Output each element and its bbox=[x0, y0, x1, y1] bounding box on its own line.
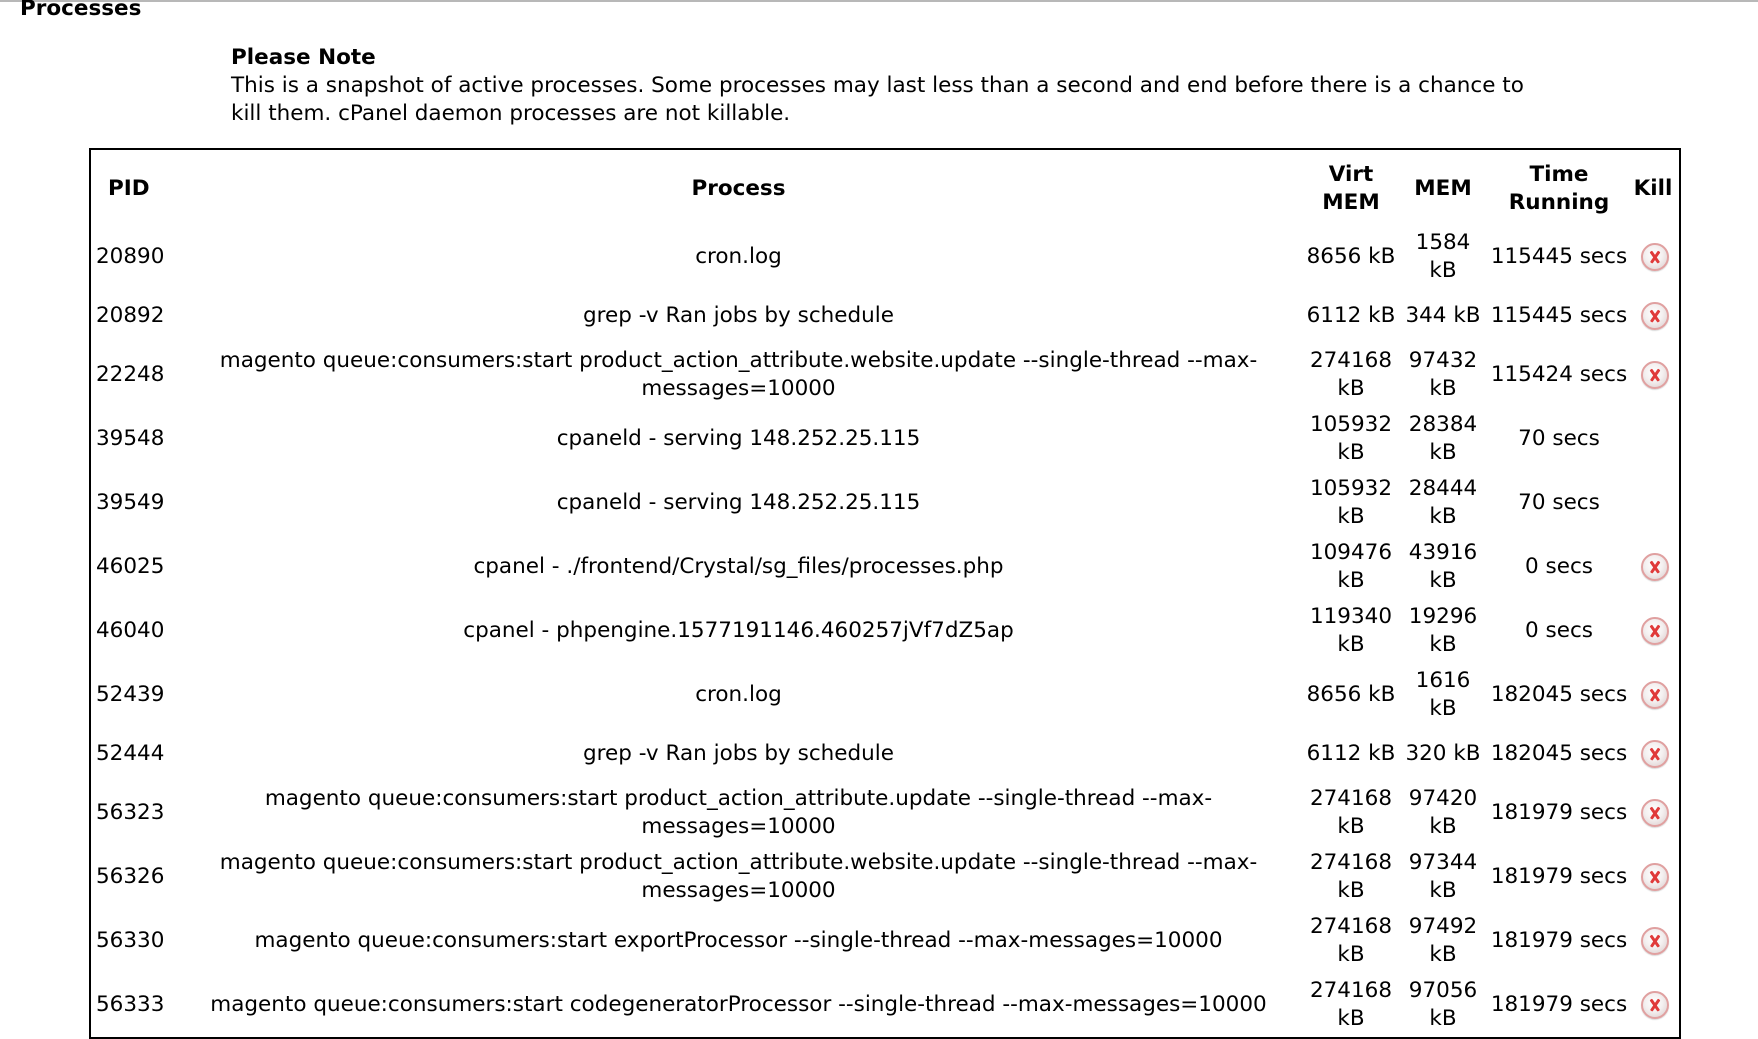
cell-kill bbox=[1631, 225, 1679, 289]
table-row bbox=[91, 909, 1679, 973]
kill-process-button[interactable] bbox=[1641, 302, 1669, 330]
table-row bbox=[91, 471, 1679, 535]
cell-pid: 39548 bbox=[96, 426, 165, 451]
cell-process: magento queue:consumers:start codegeneratorProcessor --single-thread --max-messages=10000 bbox=[210, 992, 1267, 1017]
kill-process-button[interactable] bbox=[1641, 361, 1669, 389]
cell-pid: 39549 bbox=[96, 490, 165, 515]
cell-kill bbox=[1631, 289, 1679, 343]
cell-pid: 52439 bbox=[96, 682, 165, 707]
cell-mem: 97056 kB bbox=[1408, 978, 1478, 1031]
cell-process: magento queue:consumers:start product_action_attribute.website.update --single-thread --max-messages=10000 bbox=[219, 850, 1258, 903]
cell-process: cron.log bbox=[695, 682, 782, 707]
cell-mem: 320 kB bbox=[1405, 741, 1481, 766]
table-row bbox=[91, 781, 1679, 845]
cell-pid: 20892 bbox=[96, 303, 165, 328]
cell-mem: 43916 kB bbox=[1408, 540, 1478, 593]
cell-time-running: 181979 secs bbox=[1490, 928, 1628, 953]
cell-kill bbox=[1631, 781, 1679, 845]
cell-kill bbox=[1631, 407, 1679, 471]
table-row bbox=[91, 845, 1679, 909]
cell-mem: 97492 kB bbox=[1408, 914, 1478, 967]
header-kill: Kill bbox=[1633, 175, 1673, 201]
header-mem: MEM bbox=[1414, 175, 1472, 201]
note-text: This is a snapshot of active processes. Some processes may last less than a second and end before there is a chance to kill them. cPanel daemon processes are not killable. bbox=[231, 73, 1524, 126]
please-note bbox=[231, 44, 1561, 128]
cell-mem: 97432 kB bbox=[1408, 348, 1478, 401]
cell-pid: 56323 bbox=[96, 800, 165, 825]
cell-mem: 1616 kB bbox=[1415, 668, 1471, 721]
cell-virt-mem: 8656 kB bbox=[1306, 244, 1396, 269]
processes-table bbox=[89, 148, 1681, 1039]
cell-process: magento queue:consumers:start product_action_attribute.website.update --single-thread --max-messages=10000 bbox=[219, 348, 1258, 401]
cell-process: cpanel - ./frontend/Crystal/sg_files/processes.php bbox=[473, 554, 1004, 579]
cell-time-running: 0 secs bbox=[1525, 618, 1593, 643]
processes-table-body bbox=[91, 225, 1679, 1037]
cell-process: cpaneld - serving 148.252.25.115 bbox=[556, 426, 921, 451]
cell-time-running: 182045 secs bbox=[1490, 741, 1628, 766]
cell-pid: 22248 bbox=[96, 362, 165, 387]
table-row bbox=[91, 973, 1679, 1037]
cell-virt-mem: 119340 kB bbox=[1309, 604, 1393, 657]
cell-virt-mem: 274168 kB bbox=[1309, 914, 1393, 967]
cell-virt-mem: 8656 kB bbox=[1306, 682, 1396, 707]
header-time-running: Time Running bbox=[1508, 161, 1610, 215]
cell-virt-mem: 274168 kB bbox=[1309, 786, 1393, 839]
cell-pid: 56330 bbox=[96, 928, 165, 953]
cell-process: magento queue:consumers:start product_action_attribute.update --single-thread --max-messages=10000 bbox=[264, 786, 1213, 839]
header-virt-mem: Virt MEM bbox=[1322, 161, 1380, 215]
cell-time-running: 115424 secs bbox=[1490, 362, 1628, 387]
cell-pid: 20890 bbox=[96, 244, 165, 269]
kill-process-button[interactable] bbox=[1641, 553, 1669, 581]
cell-time-running: 181979 secs bbox=[1490, 864, 1628, 889]
top-divider bbox=[0, 0, 1758, 2]
cell-time-running: 115445 secs bbox=[1490, 303, 1628, 328]
cell-mem: 28384 kB bbox=[1408, 412, 1478, 465]
cell-virt-mem: 109476 kB bbox=[1309, 540, 1393, 593]
cell-process: cpanel - phpengine.1577191146.460257jVf7dZ5ap bbox=[463, 618, 1014, 643]
table-row bbox=[91, 727, 1679, 781]
cell-process: grep -v Ran jobs by schedule bbox=[583, 303, 894, 328]
kill-process-button[interactable] bbox=[1641, 927, 1669, 955]
table-row bbox=[91, 663, 1679, 727]
kill-process-button[interactable] bbox=[1641, 799, 1669, 827]
cell-mem: 19296 kB bbox=[1408, 604, 1478, 657]
kill-process-button[interactable] bbox=[1641, 991, 1669, 1019]
table-row bbox=[91, 599, 1679, 663]
kill-process-button[interactable] bbox=[1641, 863, 1669, 891]
cell-pid: 56326 bbox=[96, 864, 165, 889]
table-row bbox=[91, 535, 1679, 599]
cell-virt-mem: 274168 kB bbox=[1309, 850, 1393, 903]
cell-time-running: 181979 secs bbox=[1490, 800, 1628, 825]
cell-virt-mem: 274168 kB bbox=[1309, 978, 1393, 1031]
cell-kill bbox=[1631, 727, 1679, 781]
kill-process-button[interactable] bbox=[1641, 740, 1669, 768]
cell-kill bbox=[1631, 535, 1679, 599]
cell-process: grep -v Ran jobs by schedule bbox=[583, 741, 894, 766]
cell-virt-mem: 105932 kB bbox=[1309, 412, 1393, 465]
cell-pid: 46025 bbox=[96, 554, 165, 579]
cell-mem: 97420 kB bbox=[1408, 786, 1478, 839]
cell-kill bbox=[1631, 471, 1679, 535]
table-row bbox=[91, 225, 1679, 289]
cell-kill bbox=[1631, 973, 1679, 1037]
note-title: Please Note bbox=[231, 45, 376, 70]
cell-mem: 97344 kB bbox=[1408, 850, 1478, 903]
cell-kill bbox=[1631, 845, 1679, 909]
cell-time-running: 181979 secs bbox=[1490, 992, 1628, 1017]
cell-virt-mem: 105932 kB bbox=[1309, 476, 1393, 529]
table-header-row bbox=[91, 150, 1679, 225]
cell-mem: 344 kB bbox=[1405, 303, 1481, 328]
kill-process-button[interactable] bbox=[1641, 243, 1669, 271]
cell-time-running: 70 secs bbox=[1518, 490, 1600, 515]
cell-time-running: 0 secs bbox=[1525, 554, 1593, 579]
kill-process-button[interactable] bbox=[1641, 617, 1669, 645]
cell-kill bbox=[1631, 909, 1679, 973]
table-row bbox=[91, 289, 1679, 343]
cell-virt-mem: 274168 kB bbox=[1309, 348, 1393, 401]
header-process: Process bbox=[691, 175, 786, 201]
cell-mem: 28444 kB bbox=[1408, 476, 1478, 529]
cell-time-running: 70 secs bbox=[1518, 426, 1600, 451]
cell-pid: 46040 bbox=[96, 618, 165, 643]
cell-pid: 52444 bbox=[96, 741, 165, 766]
kill-process-button[interactable] bbox=[1641, 681, 1669, 709]
cell-process: cron.log bbox=[695, 244, 782, 269]
cell-process: cpaneld - serving 148.252.25.115 bbox=[556, 490, 921, 515]
cell-pid: 56333 bbox=[96, 992, 165, 1017]
cell-kill bbox=[1631, 599, 1679, 663]
cell-time-running: 115445 secs bbox=[1490, 244, 1628, 269]
section-title: Processes bbox=[20, 0, 142, 21]
header-pid: PID bbox=[108, 175, 150, 201]
table-row bbox=[91, 407, 1679, 471]
cell-virt-mem: 6112 kB bbox=[1306, 741, 1396, 766]
cell-mem: 1584 kB bbox=[1415, 230, 1471, 283]
table-row bbox=[91, 343, 1679, 407]
cell-kill bbox=[1631, 663, 1679, 727]
cell-time-running: 182045 secs bbox=[1490, 682, 1628, 707]
cell-virt-mem: 6112 kB bbox=[1306, 303, 1396, 328]
cell-process: magento queue:consumers:start exportProcessor --single-thread --max-messages=10000 bbox=[254, 928, 1223, 953]
cell-kill bbox=[1631, 343, 1679, 407]
